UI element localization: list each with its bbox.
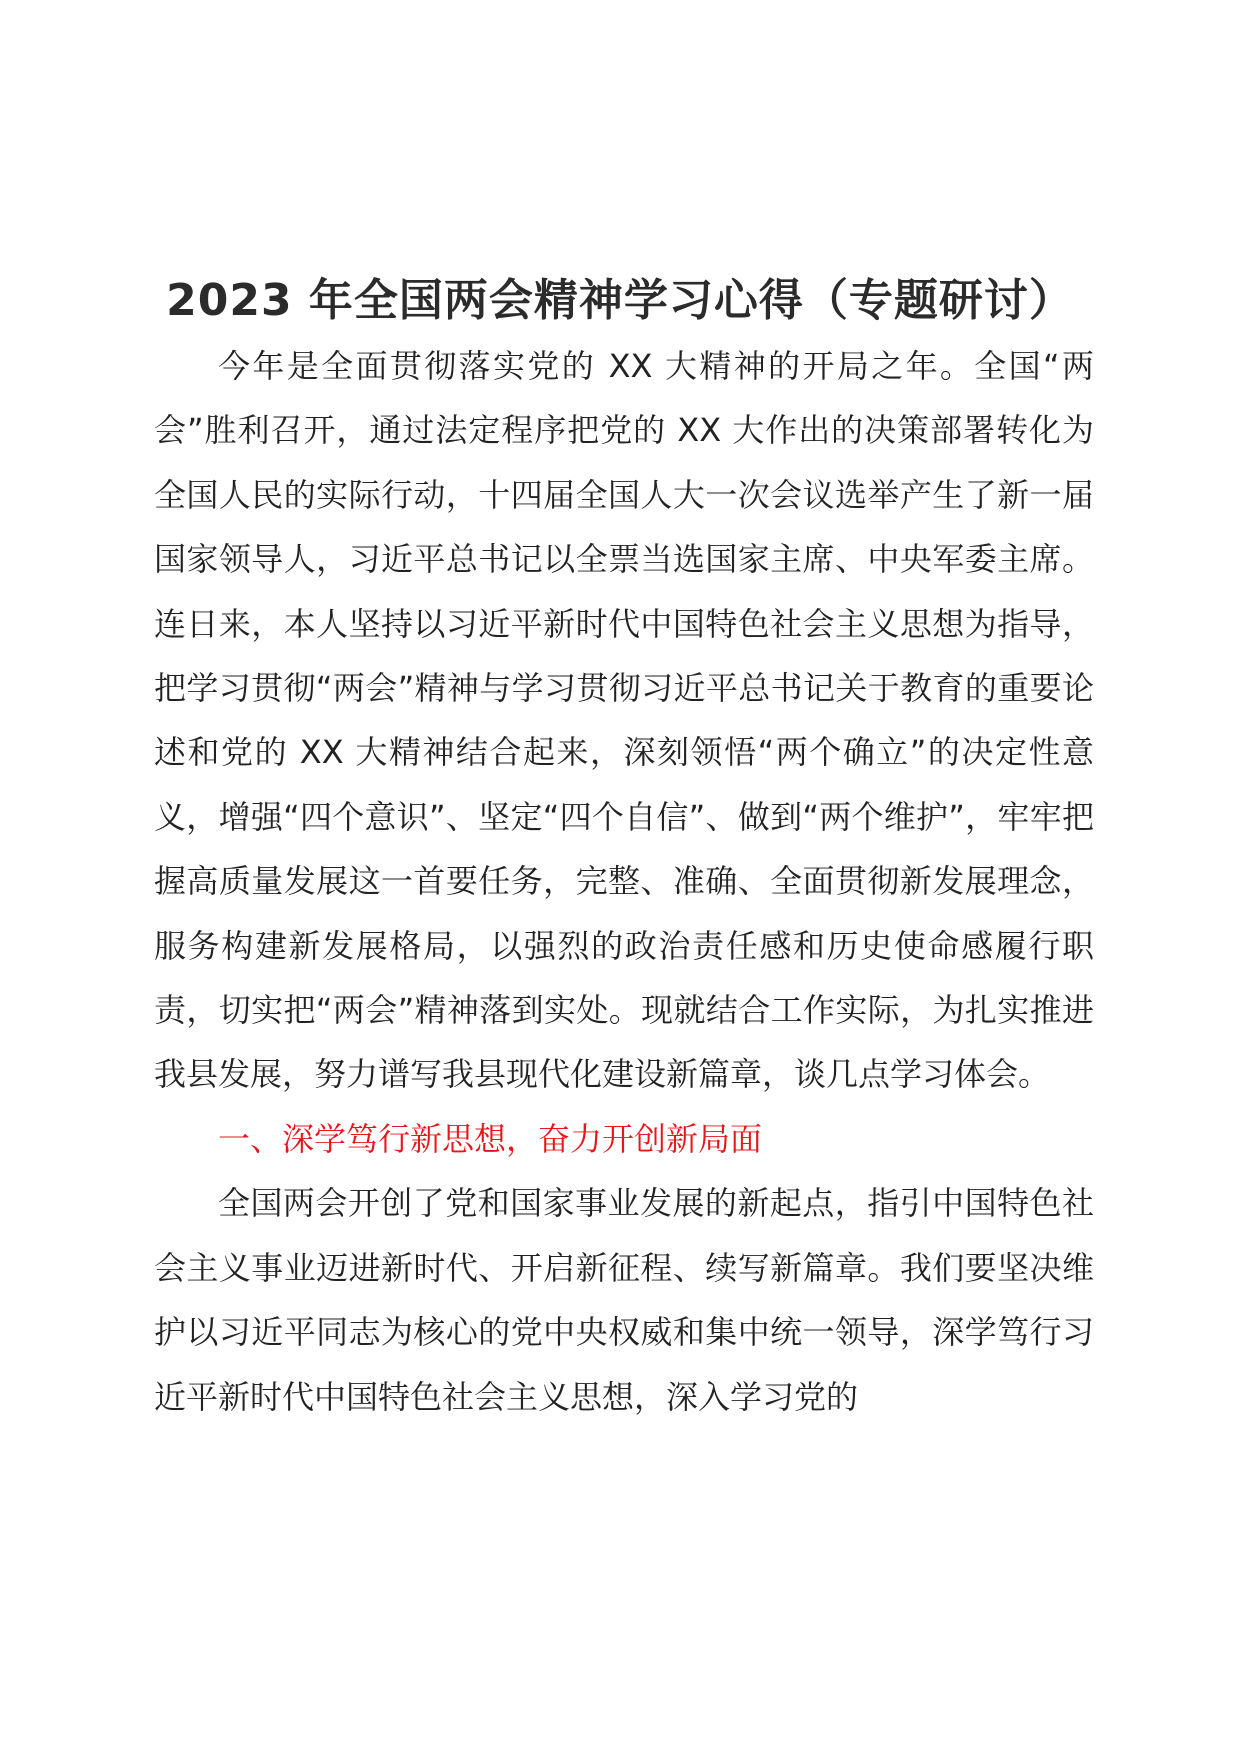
document-body (154, 334, 1094, 1429)
section-heading: 一、深学笃行新思想，奋力开创新局面 (218, 1119, 763, 1158)
document-title: 2023 年全国两会精神学习心得（专题研讨） (166, 275, 1074, 327)
intro-paragraph: 今年是全面贯彻落实党的 XX 大精神的开局之年。全国“两会”胜利召开，通过法定程序把党的 XX 大作出的决策部署转化为全国人民的实际行动，十四届全国人大一次会议选举产生了新一届国家领导人，习近平总书记以全票当选国家主席、中央军委主席。连日来，本人坚持以习近平新时代中国特色社会主义思想为指导，把学习贯彻“两会”精神与学习贯彻习近平总书记关于教育的重要论述和党的 XX 大精神结合起来，深刻领悟“两个确立”的决定性意义，增强“四个意识”、坚定“四个自信”、做到“两个维护”，牢牢把握高质量发展这一首要任务，完整、准确、全面贯彻新发展理念，服务构建新发展格局，以强烈的政治责任感和历史使命感履行职责，切实把“两会”精神落到实处。现就结合工作实际，为扎实推进我县发展，努力谱写我县现代化建设新篇章，谈几点学习体会。 (154, 347, 1094, 1094)
section-paragraph: 全国两会开创了党和国家事业发展的新起点，指引中国特色社会主义事业迈进新时代、开启新征程、续写新篇章。我们要坚决维护以习近平同志为核心的党中央权威和集中统一领导，深学笃行习近平新时代中国特色社会主义思想，深入学习党的 (154, 1184, 1094, 1416)
